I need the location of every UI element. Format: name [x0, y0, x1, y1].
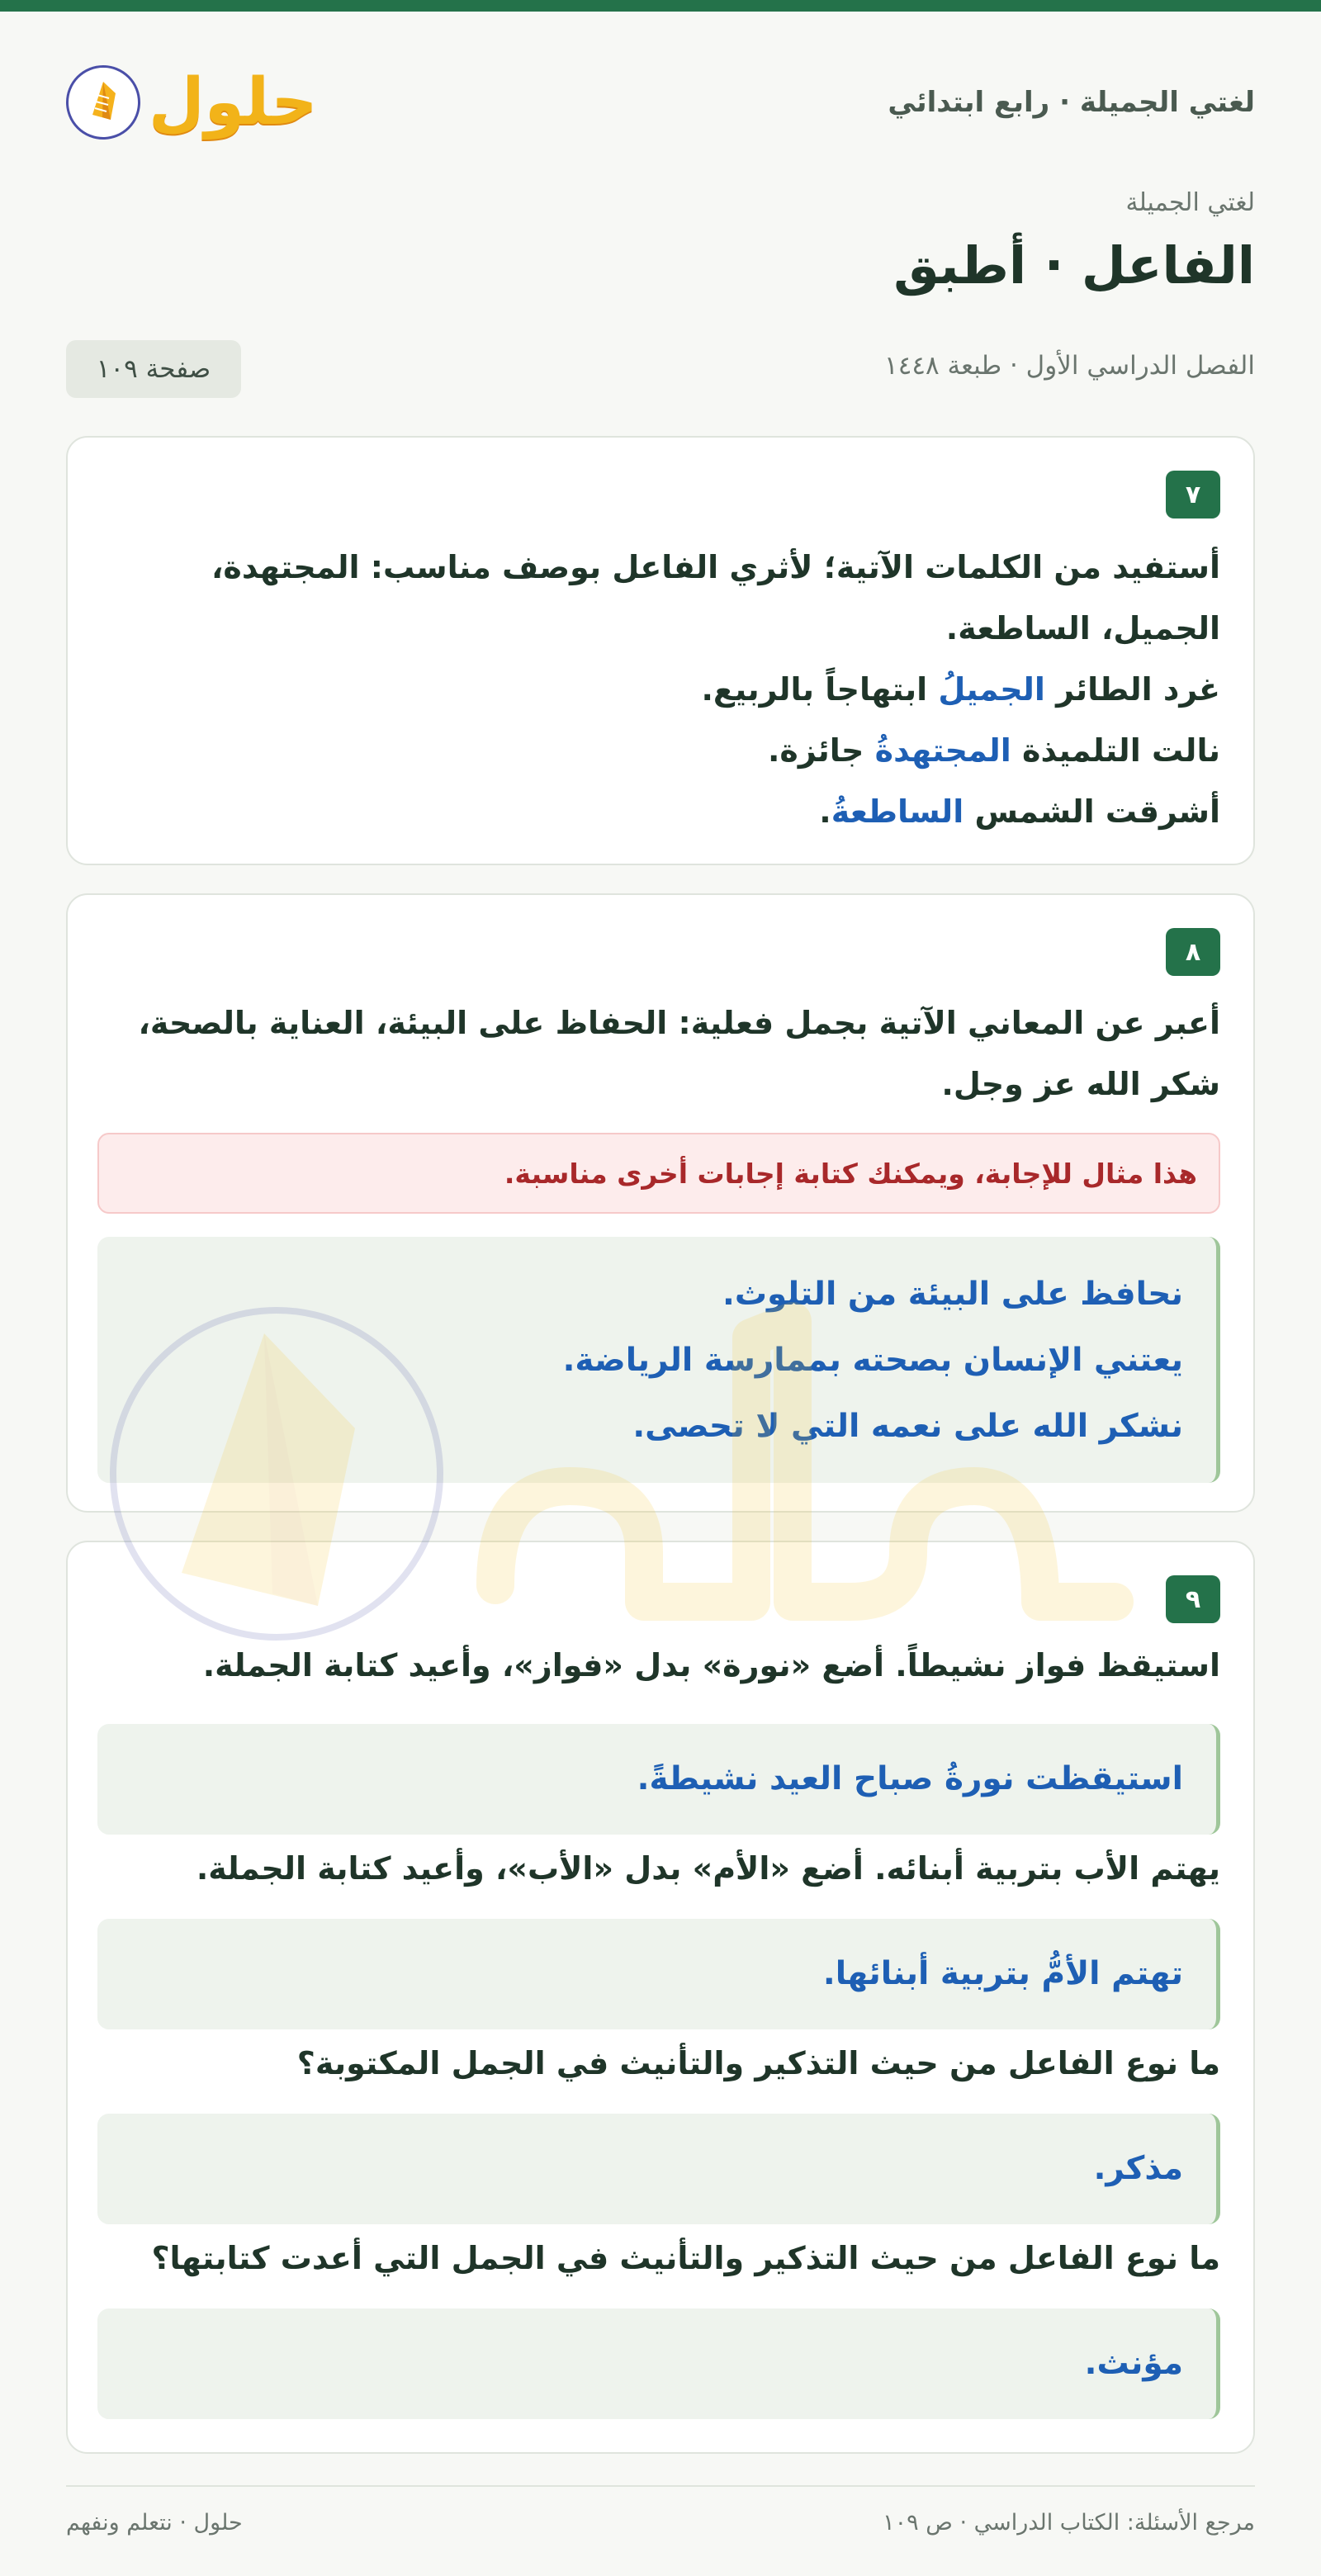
answer-box: تهتم الأمُّ بتربية أبنائها. — [97, 1919, 1220, 2029]
book-icon — [66, 65, 140, 140]
answer-box: مؤنث. — [97, 2308, 1220, 2419]
question-number: ٩ — [1166, 1575, 1220, 1623]
answer-box: استيقظت نورةُ صباح العيد نشيطةً. — [97, 1724, 1220, 1835]
edition-info: الفصل الدراسي الأول · طبعة ١٤٤٨ — [884, 351, 1255, 381]
site-logo[interactable] — [66, 65, 318, 140]
answer-word: الجميلُ — [938, 671, 1045, 708]
example-sentence: نالت التلميذة المجتهدةُ جائزة. — [768, 732, 1220, 769]
answer-box: مذكر. — [97, 2114, 1220, 2224]
answer-note: هذا مثال للإجابة، ويمكنك كتابة إجابات أخرى مناسبة. — [97, 1133, 1220, 1214]
breadcrumb[interactable]: لغتي الجميلة — [1125, 188, 1255, 217]
question-text — [97, 537, 1220, 842]
question-prompt: يهتم الأب بتربية أبنائه. أضع «الأم» بدل «الأب»، وأعيد كتابة الجملة. — [196, 1850, 1220, 1887]
answer-line: نحافظ على البيئة من التلوث. — [722, 1276, 1183, 1313]
example-sentence: غرد الطائر الجميلُ ابتهاجاً بالربيع. — [701, 671, 1220, 708]
question-card-8 — [66, 893, 1255, 1513]
page-header — [66, 53, 1255, 152]
book-title: لغتي الجميلة · رابع ابتدائي — [888, 86, 1255, 119]
question-prompt: ما نوع الفاعل من حيث التذكير والتأنيث في الجمل المكتوبة؟ — [296, 2045, 1220, 2081]
answer-word: المجتهدةُ — [874, 732, 1011, 769]
example-sentence: أشرقت الشمس الساطعةُ. — [819, 793, 1220, 830]
answer-word: الساطعةُ — [831, 793, 964, 830]
answer-line: نشكر الله على نعمه التي لا تحصى. — [632, 1408, 1183, 1445]
question-prompt: أستفيد من الكلمات الآتية؛ لأثري الفاعل بوصف مناسب: المجتهدة، الجميل، الساطعة. — [211, 549, 1220, 646]
question-number: ٨ — [1166, 928, 1220, 976]
answer-line: يعتني الإنسان بصحته بممارسة الرياضة. — [562, 1342, 1183, 1379]
question-number: ٧ — [1166, 471, 1220, 519]
footer-reference: مرجع الأسئلة: الكتاب الدراسي · ص ١٠٩ — [883, 2510, 1255, 2536]
footer-brand[interactable]: حلول · نتعلم ونفهم — [66, 2510, 243, 2536]
question-prompt: ما نوع الفاعل من حيث التذكير والتأنيث في الجمل التي أعدت كتابتها؟ — [151, 2240, 1220, 2276]
question-prompt: أعبر عن المعاني الآتية بجمل فعلية: الحفاظ على البيئة، العناية بالصحة، شكر الله عز وجل. — [138, 1005, 1220, 1102]
answer-box — [97, 1237, 1220, 1483]
footer-divider — [66, 2485, 1255, 2487]
top-accent-bar — [0, 0, 1321, 12]
question-card-9 — [66, 1541, 1255, 2454]
question-card-7 — [66, 436, 1255, 865]
page-number-badge: صفحة ١٠٩ — [66, 340, 241, 398]
question-prompt: استيقظ فواز نشيطاً. أضع «نورة» بدل «فواز»، وأعيد كتابة الجملة. — [202, 1647, 1220, 1683]
page-title: الفاعل · أطبق — [893, 235, 1255, 296]
logo-wordmark: حلول — [149, 65, 318, 140]
